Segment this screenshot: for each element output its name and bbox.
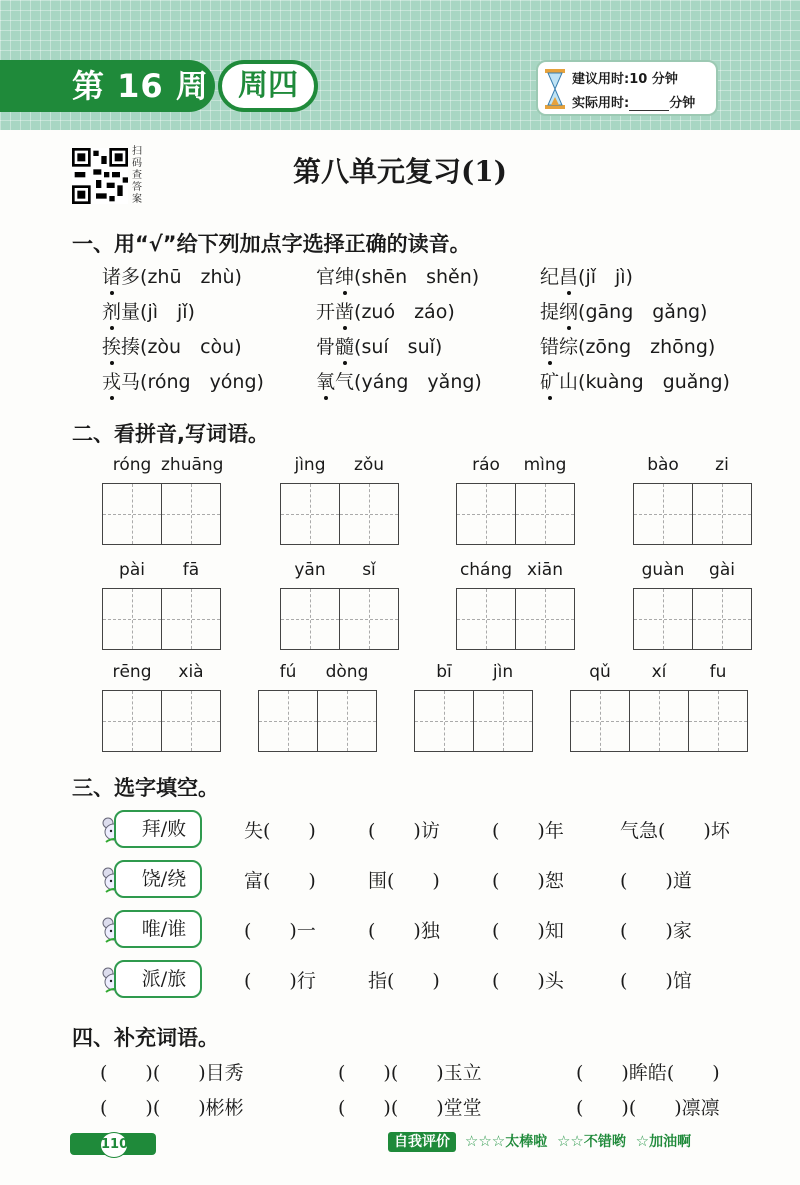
pinyin-writing-group — [258, 662, 378, 752]
fill-blank-item[interactable]: ( )独 — [368, 920, 440, 942]
writing-cell[interactable] — [162, 484, 220, 544]
pinyin-syllable: zi — [715, 455, 729, 475]
writing-cell[interactable] — [281, 589, 340, 649]
pinyin-options[interactable]: (shēn shěn) — [354, 266, 480, 288]
writing-cell[interactable] — [474, 691, 532, 751]
tianzige-grid — [633, 588, 752, 650]
writing-cell[interactable] — [689, 691, 747, 751]
pinyin-row — [258, 662, 378, 686]
idiom-blank[interactable]: ( )( )凛凛 — [576, 1097, 720, 1119]
dotted-char: 诸 — [102, 262, 121, 289]
writing-cell[interactable] — [318, 691, 376, 751]
suggested-time: 建议用时:10 分钟 — [572, 72, 678, 87]
pinyin-syllable: bào — [647, 455, 679, 475]
pinyin-options[interactable]: (zòu còu) — [140, 336, 242, 358]
pinyin-syllable: pài — [119, 560, 145, 580]
pinyin-writing-group — [456, 455, 576, 545]
tianzige-grid — [102, 483, 221, 545]
pinyin-writing-group — [280, 455, 400, 545]
pinyin-syllable: gài — [709, 560, 735, 580]
choice-chars: 拜/败 — [114, 810, 202, 848]
pinyin-syllable: rēng — [112, 662, 152, 682]
pinyin-choice-item — [316, 367, 482, 394]
fill-blank-item[interactable]: 指( ) — [368, 970, 440, 992]
fill-blank-item[interactable]: ( )知 — [492, 920, 564, 942]
dotted-char: 戎 — [102, 367, 121, 394]
fill-blank-item[interactable]: 围( ) — [368, 870, 440, 892]
pinyin-options[interactable]: (zōng zhōng) — [578, 336, 716, 358]
word-char: 提 — [540, 301, 560, 323]
tianzige-grid — [102, 588, 221, 650]
pinyin-row — [456, 455, 576, 479]
pinyin-row — [633, 560, 753, 584]
writing-cell[interactable] — [103, 484, 162, 544]
pinyin-options[interactable]: (kuàng guǎng) — [578, 371, 730, 393]
fill-blank-item[interactable]: ( )一 — [244, 920, 316, 942]
dotted-char: 剂 — [102, 297, 121, 324]
star-icon[interactable]: ☆ — [635, 1132, 650, 1150]
pinyin-options[interactable]: (zhū zhù) — [140, 266, 242, 288]
word-char: 官 — [316, 266, 336, 288]
tianzige-grid — [102, 690, 221, 752]
word-char: 综 — [559, 336, 579, 358]
pinyin-syllable: guàn — [641, 560, 685, 580]
eval-level-1: 太棒啦 — [505, 1134, 548, 1150]
dotted-char: 髓 — [335, 332, 354, 359]
writing-cell[interactable] — [162, 691, 220, 751]
pinyin-syllable: zhuāng — [161, 455, 224, 475]
fill-blank-item[interactable]: ( )恕 — [492, 870, 564, 892]
day-badge: 周四 — [218, 60, 318, 112]
word-char: 开 — [316, 301, 336, 323]
pinyin-writing-group — [633, 455, 753, 545]
actual-time-blank[interactable] — [629, 98, 669, 111]
pinyin-row — [570, 662, 749, 686]
choice-chars: 派/旅 — [114, 960, 202, 998]
tianzige-grid — [414, 690, 533, 752]
page-title: 第八单元复习(1) — [293, 155, 507, 188]
qr-caption: 扫码查答案 — [132, 146, 142, 205]
pinyin-options[interactable]: (jì jǐ) — [140, 301, 195, 323]
writing-cell[interactable] — [281, 484, 340, 544]
tianzige-grid — [280, 483, 399, 545]
choice-pill — [100, 960, 204, 1000]
writing-cell[interactable] — [103, 691, 162, 751]
dotted-char: 绅 — [335, 262, 354, 289]
writing-cell[interactable] — [162, 589, 220, 649]
writing-cell[interactable] — [693, 589, 751, 649]
pinyin-choice-item — [540, 332, 715, 359]
pinyin-writing-group — [102, 560, 222, 650]
pinyin-syllable: xiān — [527, 560, 563, 580]
pinyin-options[interactable]: (jǐ jì) — [578, 266, 633, 288]
pinyin-row — [102, 560, 222, 584]
star-icon[interactable]: ☆☆☆ — [464, 1132, 506, 1150]
dotted-char: 氧 — [316, 367, 335, 394]
writing-cell[interactable] — [634, 589, 693, 649]
pinyin-options[interactable]: (róng yóng) — [140, 371, 264, 393]
writing-cell[interactable] — [415, 691, 474, 751]
pinyin-syllable: bī — [436, 662, 452, 682]
dotted-char: 挨 — [102, 332, 121, 359]
idiom-blank[interactable]: ( )眸皓( ) — [576, 1062, 720, 1084]
tianzige-grid — [280, 588, 399, 650]
writing-cell[interactable] — [634, 484, 693, 544]
dotted-char: 凿 — [335, 297, 354, 324]
pinyin-choice-item — [316, 262, 479, 289]
word-char: 揍 — [121, 336, 141, 358]
eval-level-3: 加油啊 — [649, 1134, 692, 1150]
fill-blank-item[interactable]: ( )头 — [492, 970, 564, 992]
pinyin-syllable: fú — [279, 662, 297, 682]
writing-cell[interactable] — [340, 589, 398, 649]
pinyin-syllable: dòng — [325, 662, 369, 682]
pinyin-writing-group — [570, 662, 749, 752]
pinyin-choice-item — [102, 262, 242, 289]
writing-cell[interactable] — [630, 691, 689, 751]
pinyin-options[interactable]: (yáng yǎng) — [354, 371, 482, 393]
section-4-title: 四、补充词语。 — [72, 1026, 219, 1050]
tianzige-grid — [456, 483, 575, 545]
pinyin-syllable: zǒu — [353, 455, 385, 475]
pinyin-writing-group — [102, 455, 222, 545]
idiom-blank[interactable]: ( )( )玉立 — [338, 1062, 482, 1084]
idiom-blank[interactable]: ( )( )彬彬 — [100, 1097, 244, 1119]
section-3-title: 三、选字填空。 — [72, 776, 219, 800]
choice-pill — [100, 860, 204, 900]
fill-blank-item[interactable]: ( )家 — [620, 920, 692, 942]
dotted-char: 纲 — [559, 297, 578, 324]
pinyin-syllable: xià — [178, 662, 204, 682]
word-char: 马 — [121, 371, 141, 393]
word-char: 纪 — [540, 266, 560, 288]
writing-cell[interactable] — [457, 484, 516, 544]
choice-chars: 唯/谁 — [114, 910, 202, 948]
writing-cell[interactable] — [693, 484, 751, 544]
writing-cell[interactable] — [571, 691, 630, 751]
choice-pill — [100, 810, 204, 850]
pinyin-row — [102, 662, 222, 686]
pinyin-row — [414, 662, 534, 686]
pinyin-syllable: fu — [709, 662, 727, 682]
fill-blank-item[interactable]: ( )道 — [620, 870, 692, 892]
pinyin-choice-item — [316, 297, 455, 324]
pinyin-row — [456, 560, 576, 584]
time-box — [536, 60, 718, 116]
pinyin-syllable: róng — [112, 455, 152, 475]
fill-blank-item[interactable]: ( )行 — [244, 970, 316, 992]
section-1-title: 一、用“√”给下列加点字选择正确的读音。 — [72, 232, 471, 256]
fill-blank-item[interactable]: 富( ) — [244, 870, 316, 892]
idiom-blank[interactable]: ( )( )堂堂 — [338, 1097, 482, 1119]
choice-pill — [100, 910, 204, 950]
pinyin-syllable: jìn — [492, 662, 514, 682]
self-eval-label: 自我评价 — [388, 1132, 456, 1152]
pinyin-row — [280, 455, 400, 479]
pinyin-syllable: jìng — [294, 455, 326, 475]
pinyin-options[interactable]: (suí suǐ) — [354, 336, 443, 358]
pinyin-choice-item — [540, 367, 730, 394]
word-char: 气 — [335, 371, 355, 393]
pinyin-writing-group — [456, 560, 576, 650]
actual-time — [572, 92, 695, 111]
pinyin-options[interactable]: (zuó záo) — [354, 301, 455, 323]
pinyin-syllable: fā — [182, 560, 200, 580]
self-evaluation — [388, 1131, 691, 1151]
choice-chars: 饶/绕 — [114, 860, 202, 898]
tianzige-grid — [258, 690, 377, 752]
pinyin-writing-group — [633, 560, 753, 650]
pinyin-row — [280, 560, 400, 584]
writing-cell[interactable] — [103, 589, 162, 649]
word-char: 骨 — [316, 336, 336, 358]
tianzige-grid — [456, 588, 575, 650]
pinyin-syllable: ráo — [472, 455, 500, 475]
fill-blank-item[interactable]: ( )访 — [368, 820, 440, 842]
pinyin-choice-item — [316, 332, 442, 359]
pinyin-syllable: xí — [651, 662, 667, 682]
page-number: 110 — [100, 1132, 128, 1158]
word-char: 量 — [121, 301, 141, 323]
pinyin-choice-item — [102, 367, 264, 394]
page-number-badge — [70, 1133, 156, 1155]
dotted-char: 矿 — [540, 367, 559, 394]
writing-cell[interactable] — [516, 589, 574, 649]
hourglass-icon — [544, 68, 566, 110]
pinyin-syllable: sǐ — [362, 560, 376, 580]
pinyin-writing-group — [414, 662, 534, 752]
idiom-blank[interactable]: ( )( )目秀 — [100, 1062, 244, 1084]
fill-blank-item[interactable]: 失( ) — [244, 820, 316, 842]
writing-cell[interactable] — [457, 589, 516, 649]
pinyin-choice-item — [540, 262, 633, 289]
section-2-title: 二、看拼音,写词语。 — [72, 422, 269, 446]
actual-time-unit: 分钟 — [669, 96, 696, 111]
pinyin-choice-item — [102, 332, 242, 359]
eval-level-2: 不错哟 — [583, 1134, 626, 1150]
week-badge: 第 16 周 — [0, 60, 215, 112]
pinyin-writing-group — [102, 662, 222, 752]
pinyin-syllable: qǔ — [589, 662, 611, 682]
pinyin-choice-item — [102, 297, 195, 324]
writing-cell[interactable] — [340, 484, 398, 544]
star-icon[interactable]: ☆☆ — [556, 1132, 584, 1150]
pinyin-syllable: cháng — [459, 560, 513, 580]
writing-cell[interactable] — [516, 484, 574, 544]
word-char: 多 — [121, 266, 141, 288]
pinyin-row — [102, 455, 222, 479]
pinyin-syllable: yān — [294, 560, 326, 580]
pinyin-row — [633, 455, 753, 479]
pinyin-writing-group — [280, 560, 400, 650]
fill-blank-item[interactable]: ( )馆 — [620, 970, 692, 992]
pinyin-options[interactable]: (gāng gǎng) — [578, 301, 708, 323]
word-char: 山 — [559, 371, 579, 393]
pinyin-syllable: mìng — [523, 455, 567, 475]
dotted-char: 昌 — [559, 262, 578, 289]
tianzige-grid — [570, 690, 748, 752]
fill-blank-item[interactable]: ( )年 — [492, 820, 564, 842]
fill-blank-item[interactable]: 气急( )坏 — [620, 820, 730, 842]
dotted-char: 错 — [540, 332, 559, 359]
actual-time-label: 实际用时: — [572, 96, 630, 111]
writing-cell[interactable] — [259, 691, 318, 751]
pinyin-choice-item — [540, 297, 707, 324]
tianzige-grid — [633, 483, 752, 545]
